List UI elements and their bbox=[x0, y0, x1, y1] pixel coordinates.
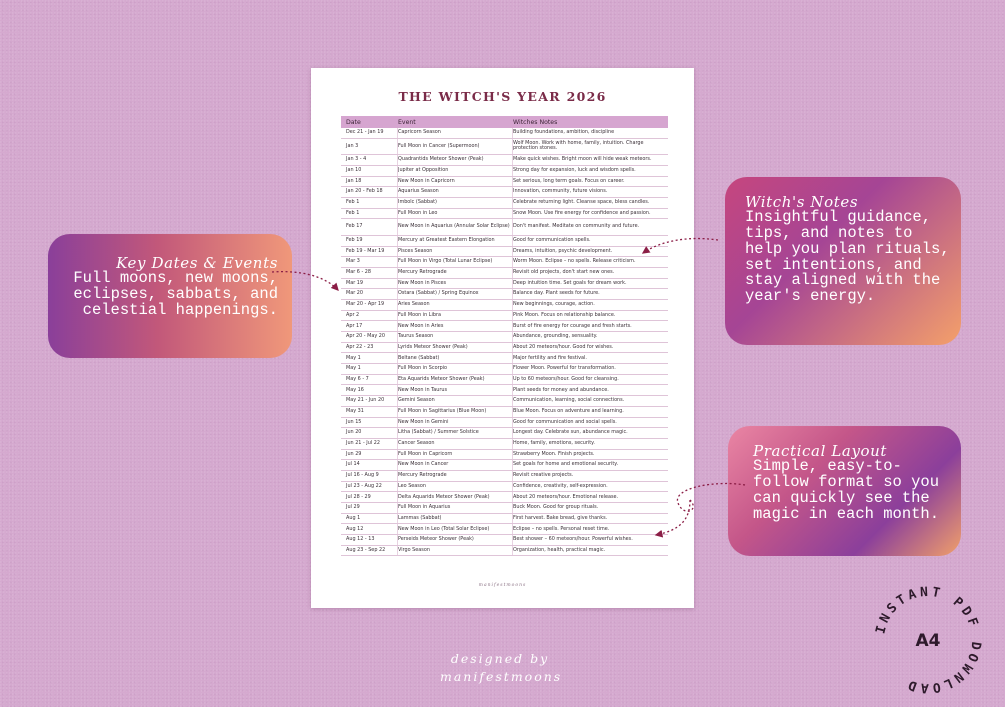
row-notes: Don't manifest. Meditate on community and future. bbox=[513, 223, 640, 230]
row-notes: Good for communication and social spells. bbox=[513, 418, 617, 425]
row-event: Full Moon in Leo bbox=[398, 209, 513, 219]
header-event: Event bbox=[398, 118, 416, 126]
row-date: May 1 bbox=[341, 353, 398, 363]
callout-key-dates bbox=[48, 234, 292, 358]
row-event: Mercury Retrograde bbox=[398, 268, 513, 278]
row-date: Jul 23 - Aug 22 bbox=[341, 482, 398, 492]
row-event: New Moon in Capricorn bbox=[398, 177, 513, 187]
row-event: New Moon in Leo (Total Solar Eclipse) bbox=[398, 524, 513, 534]
table-row bbox=[341, 503, 668, 514]
table-row bbox=[341, 428, 668, 439]
table-row bbox=[341, 514, 668, 525]
row-date: Aug 23 - Sep 22 bbox=[341, 546, 398, 556]
row-event: Full Moon in Capricorn bbox=[398, 450, 513, 460]
row-notes: Blue Moon. Focus on adventure and learning. bbox=[513, 408, 624, 414]
callout-practical-layout-title: Practical Layout bbox=[753, 442, 888, 460]
row-event: Jupiter at Opposition bbox=[398, 166, 513, 176]
row-event: Cancer Season bbox=[398, 439, 513, 449]
document-footer: manifestmoons bbox=[478, 583, 527, 588]
row-event: New Moon in Pisces bbox=[398, 279, 513, 289]
credit-line-1: designed by bbox=[450, 651, 550, 666]
row-event: Virgo Season bbox=[398, 546, 513, 556]
table-row bbox=[341, 198, 668, 209]
row-event: Full Moon in Libra bbox=[398, 311, 513, 321]
row-date: May 16 bbox=[341, 385, 398, 395]
table-row bbox=[341, 385, 668, 396]
row-date: Jan 18 bbox=[341, 177, 398, 187]
table-row bbox=[341, 343, 668, 354]
instant-download-badge bbox=[868, 580, 988, 700]
row-notes: Communication, learning, social connections. bbox=[513, 397, 625, 404]
row-event: Pisces Season bbox=[398, 247, 513, 257]
row-notes: Innovation, community, future visions. bbox=[513, 188, 608, 195]
callout-witch-notes bbox=[725, 177, 961, 345]
table-row bbox=[341, 128, 668, 139]
row-date: Jan 10 bbox=[341, 166, 398, 176]
row-date: Apr 22 - 23 bbox=[341, 343, 398, 353]
callout-key-dates-title: Key Dates & Events bbox=[116, 254, 278, 272]
row-notes: About 20 meteors/hour. Good for wishes. bbox=[513, 343, 614, 350]
callout-key-dates-body: Full moons, new moons, eclipses, sabbats, and celestial happenings. bbox=[73, 269, 278, 319]
row-event: Aries Season bbox=[398, 300, 513, 310]
row-date: Mar 20 - Apr 19 bbox=[341, 300, 398, 310]
row-notes: Strong day for expansion, luck and wisdom spells. bbox=[513, 167, 636, 174]
row-notes: Flower Moon. Powerful for transformation. bbox=[513, 365, 616, 372]
table-row bbox=[341, 535, 668, 546]
row-date: Jul 14 bbox=[341, 460, 398, 470]
row-date: Mar 3 bbox=[341, 257, 398, 267]
table-row bbox=[341, 418, 668, 429]
table-row bbox=[341, 353, 668, 364]
row-date: Jul 29 bbox=[341, 503, 398, 513]
row-event: Ostara (Sabbat) / Spring Equinox bbox=[398, 289, 513, 299]
table-row bbox=[341, 450, 668, 461]
row-event: New Moon in Cancer bbox=[398, 460, 513, 470]
row-event: Full Moon in Virgo (Total Lunar Eclipse) bbox=[398, 257, 513, 267]
table-row bbox=[341, 375, 668, 386]
callout-practical-layout-body: Simple, easy-to-follow format so you can quickly see the magic in each month. bbox=[753, 457, 940, 523]
row-event: New Moon in Aries bbox=[398, 321, 513, 331]
row-notes: Organization, health, practical magic. bbox=[513, 546, 606, 553]
row-event: Litha (Sabbat) / Summer Solstice bbox=[398, 428, 513, 438]
row-date: Feb 17 bbox=[341, 219, 398, 235]
row-date: Jul 16 - Aug 9 bbox=[341, 471, 398, 481]
row-notes: Balance day. Plant seeds for future. bbox=[513, 290, 600, 297]
row-notes: First harvest. Bake bread, give thanks. bbox=[513, 514, 608, 521]
table-row bbox=[341, 492, 668, 503]
header-notes: Witches Notes bbox=[513, 118, 558, 126]
row-notes: Set goals for home and emotional security. bbox=[513, 461, 619, 468]
row-notes: Major fertility and fire festival. bbox=[513, 354, 587, 361]
table-row bbox=[341, 139, 668, 156]
row-notes: Burst of fire energy for courage and fresh starts. bbox=[513, 322, 632, 329]
table-row bbox=[341, 257, 668, 268]
row-date: Feb 19 bbox=[341, 236, 398, 246]
row-notes: Eclipse – no spells. Personal reset time. bbox=[513, 525, 610, 532]
table-row bbox=[341, 279, 668, 290]
table-row bbox=[341, 300, 668, 311]
row-event: Leo Season bbox=[398, 482, 513, 492]
table-row bbox=[341, 407, 668, 418]
table-row bbox=[341, 482, 668, 493]
table-row bbox=[341, 524, 668, 535]
row-event: Full Moon in Scorpio bbox=[398, 364, 513, 374]
row-notes: Longest day. Celebrate sun, abundance magic. bbox=[513, 429, 628, 436]
row-date: Jul 28 - 29 bbox=[341, 492, 398, 502]
row-date: Jun 15 bbox=[341, 418, 398, 428]
table-header bbox=[341, 116, 668, 128]
row-notes: Up to 60 meteors/hour. Good for cleansing. bbox=[513, 375, 619, 382]
table-row bbox=[341, 166, 668, 177]
row-date: May 31 bbox=[341, 407, 398, 417]
row-notes: About 20 meteors/hour. Emotional release. bbox=[513, 493, 619, 500]
row-date: Feb 1 bbox=[341, 209, 398, 219]
row-event: Full Moon in Sagittarius (Blue Moon) bbox=[398, 407, 513, 417]
row-notes: Best shower – 60 meteors/hour. Powerful wishes. bbox=[513, 536, 633, 543]
row-date: Aug 12 - 13 bbox=[341, 535, 398, 545]
row-notes: Worm Moon. Eclipse – no spells. Release criticism. bbox=[513, 258, 636, 265]
row-event: Delta Aquarids Meteor Shower (Peak) bbox=[398, 492, 513, 502]
table-row bbox=[341, 460, 668, 471]
row-event: Eta Aquarids Meteor Shower (Peak) bbox=[398, 375, 513, 385]
callout-practical-layout bbox=[728, 426, 961, 556]
row-event: Taurus Season bbox=[398, 332, 513, 342]
row-event: New Moon in Gemini bbox=[398, 418, 513, 428]
row-date: Dec 21 - Jan 19 bbox=[341, 128, 398, 138]
row-notes: Buck Moon. Good for group rituals. bbox=[513, 504, 599, 511]
table-row bbox=[341, 236, 668, 247]
row-event: Full Moon in Cancer (Supermoon) bbox=[398, 139, 513, 155]
row-notes: Deep intuition time. Set goals for dream work. bbox=[513, 279, 627, 286]
row-date: Apr 20 - May 20 bbox=[341, 332, 398, 342]
table-row bbox=[341, 311, 668, 322]
credit-line-2: manifestmoons bbox=[440, 669, 563, 684]
row-event: Mercury Retrograde bbox=[398, 471, 513, 481]
row-notes: New beginnings, courage, action. bbox=[513, 301, 595, 308]
row-date: Jan 3 bbox=[341, 139, 398, 155]
row-notes: Strawberry Moon. Finish projects. bbox=[513, 450, 595, 457]
row-notes: Abundance, grounding, sensuality. bbox=[513, 333, 598, 340]
row-event: Gemini Season bbox=[398, 396, 513, 406]
row-notes: Revisit old projects, don't start new ones. bbox=[513, 269, 615, 276]
table-row bbox=[341, 177, 668, 188]
table-row bbox=[341, 187, 668, 198]
table-row bbox=[341, 219, 668, 236]
row-event: Mercury at Greatest Eastern Elongation bbox=[398, 236, 513, 246]
table-row bbox=[341, 209, 668, 220]
callout-witch-notes-body: Insightful guidance, tips, and notes to help you plan rituals, set intentions, and stay aligned with the year's energy. bbox=[745, 208, 950, 306]
row-notes: Wolf Moon. Work with home, family, intuition. Charge protection stones. bbox=[513, 140, 644, 152]
designer-credit bbox=[440, 650, 563, 686]
row-notes: Dreams, intuition, psychic development. bbox=[513, 247, 613, 254]
row-date: Mar 19 bbox=[341, 279, 398, 289]
callout-witch-notes-title: Witch's Notes bbox=[745, 193, 859, 211]
table-row bbox=[341, 439, 668, 450]
row-event: Perseids Meteor Shower (Peak) bbox=[398, 535, 513, 545]
row-event: Full Moon in Aquarius bbox=[398, 503, 513, 513]
row-notes: Building foundations, ambition, discipline bbox=[513, 129, 615, 136]
table-row bbox=[341, 471, 668, 482]
badge-center-text: A4 bbox=[915, 631, 941, 651]
row-event: Lammas (Sabbat) bbox=[398, 514, 513, 524]
row-event: Beltane (Sabbat) bbox=[398, 353, 513, 363]
row-date: Apr 2 bbox=[341, 311, 398, 321]
row-event: Imbolc (Sabbat) bbox=[398, 198, 513, 208]
row-notes: Make quick wishes. Bright moon will hide weak meteors. bbox=[513, 156, 652, 163]
row-notes: Set serious, long term goals. Focus on career. bbox=[513, 177, 625, 184]
row-date: Mar 6 - 28 bbox=[341, 268, 398, 278]
row-notes: Plant seeds for money and abundance. bbox=[513, 386, 609, 393]
row-date: Jan 20 - Feb 18 bbox=[341, 187, 398, 197]
row-notes: Celebrate returning light. Cleanse space, bless candles. bbox=[513, 199, 650, 206]
row-date: Mar 20 bbox=[341, 289, 398, 299]
table-row bbox=[341, 332, 668, 343]
row-event: Aquarius Season bbox=[398, 187, 513, 197]
row-date: Aug 1 bbox=[341, 514, 398, 524]
table-row bbox=[341, 546, 668, 557]
row-notes: Confidence, creativity, self-expression. bbox=[513, 482, 608, 489]
row-date: Jan 3 - 4 bbox=[341, 155, 398, 165]
row-notes: Revisit creative projects. bbox=[513, 472, 574, 479]
document-preview bbox=[311, 68, 694, 608]
table-row bbox=[341, 396, 668, 407]
row-date: Feb 19 - Mar 19 bbox=[341, 247, 398, 257]
row-date: Feb 1 bbox=[341, 198, 398, 208]
table-body bbox=[341, 128, 668, 556]
events-table bbox=[341, 116, 668, 556]
row-event: New Moon in Taurus bbox=[398, 385, 513, 395]
row-date: May 6 - 7 bbox=[341, 375, 398, 385]
row-date: Jun 29 bbox=[341, 450, 398, 460]
table-row bbox=[341, 268, 668, 279]
row-date: Apr 17 bbox=[341, 321, 398, 331]
table-row bbox=[341, 155, 668, 166]
row-event: New Moon in Aquarius (Annular Solar Eclipse) bbox=[398, 219, 513, 235]
row-date: May 1 bbox=[341, 364, 398, 374]
row-notes: Snow Moon. Use fire energy for confidence and passion. bbox=[513, 209, 651, 216]
row-date: Aug 12 bbox=[341, 524, 398, 534]
badge-ring-text: INSTANT PDF DOWNLOAD bbox=[873, 584, 984, 696]
row-event: Capricorn Season bbox=[398, 128, 513, 138]
table-row bbox=[341, 247, 668, 258]
header-date: Date bbox=[346, 118, 361, 126]
table-row bbox=[341, 289, 668, 300]
row-date: May 21 - Jun 20 bbox=[341, 396, 398, 406]
row-notes: Pink Moon. Focus on relationship balance. bbox=[513, 311, 616, 318]
row-date: Jun 20 bbox=[341, 428, 398, 438]
row-event: Quadrantids Meteor Shower (Peak) bbox=[398, 155, 513, 165]
table-row bbox=[341, 364, 668, 375]
document-title: THE WITCH'S YEAR 2026 bbox=[398, 89, 607, 104]
row-event: Lyrids Meteor Shower (Peak) bbox=[398, 343, 513, 353]
row-date: Jun 21 - Jul 22 bbox=[341, 439, 398, 449]
row-notes: Home, family, emotions, security. bbox=[513, 440, 595, 447]
row-notes: Good for communication spells. bbox=[513, 237, 591, 243]
table-row bbox=[341, 321, 668, 332]
